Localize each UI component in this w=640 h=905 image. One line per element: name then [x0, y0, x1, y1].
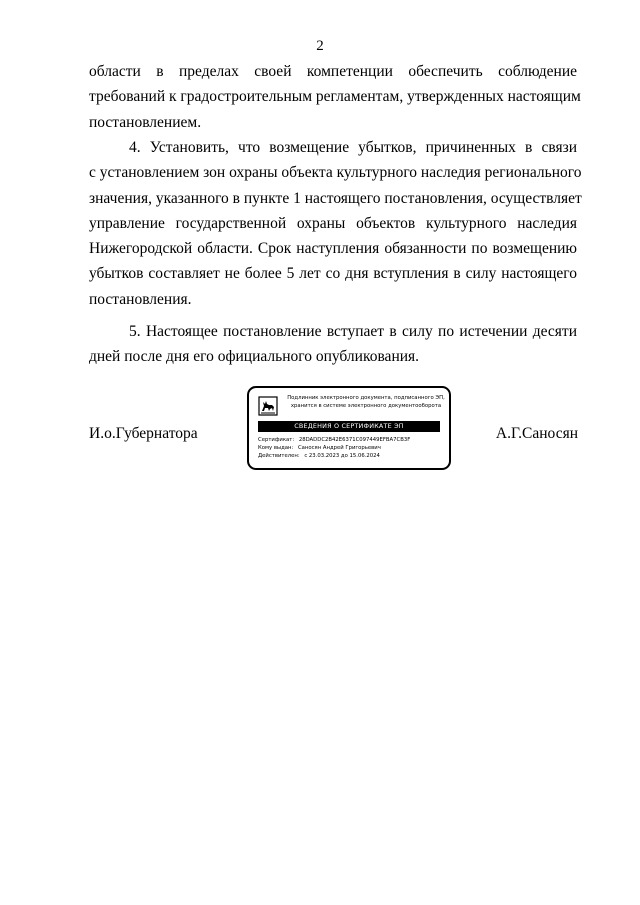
stamp-certificate-label: Сертификат: [258, 437, 295, 443]
stamp-certificate-value: 28DADDC2B42E6371C097449EFBA7CB3F [298, 437, 411, 443]
text-line: Нижегородской области. Срок наступления обязанности по возмещению [89, 240, 577, 258]
stamp-certificate-row [258, 437, 410, 444]
nizhny-novgorod-deer-emblem-icon [258, 396, 278, 416]
stamp-issued-row [258, 445, 381, 452]
paragraph-item-5 [89, 319, 577, 370]
stamp-header-line: Подлинник электронного документа, подписанного ЭП, [287, 395, 445, 401]
electronic-signature-stamp [247, 386, 451, 470]
text-line: с установлением зон охраны объекта культурного наследия регионального [89, 164, 582, 182]
text-line: постановлением. [89, 113, 202, 131]
text-line: убытков составляет не более 5 лет со дня вступления в силу настоящего [89, 265, 577, 283]
page-number: 2 [316, 38, 324, 54]
stamp-certificate-bar: СВЕДЕНИЯ О СЕРТИФИКАТЕ ЭП [258, 421, 440, 432]
stamp-issued-label: Кому выдан: [258, 445, 294, 451]
stamp-header-line: хранится в системе электронного документооборота [290, 402, 442, 409]
stamp-header [285, 395, 447, 410]
paragraph-continuation [89, 59, 581, 135]
stamp-issued-value: Саносян Андрей Григорьевич [297, 445, 381, 451]
text-line: области в пределах своей компетенции обеспечить соблюдение [89, 63, 577, 80]
text-line: управление государственной охраны объектов культурного наследия [89, 214, 577, 232]
text-line: требований к градостроительным регламентам, утвержденных настоящим [89, 88, 581, 106]
text-line: 5. Настоящее постановление вступает в силу по истечении десяти [129, 323, 577, 340]
paragraph-item-4 [89, 135, 582, 312]
text-line: дней после дня его официального опубликования. [89, 348, 420, 366]
signatory-title: И.о.Губернатора [89, 425, 198, 442]
stamp-validity-row [258, 453, 380, 460]
signatory-name: А.Г.Саносян [495, 425, 578, 442]
text-line: 4. Установить, что возмещение убытков, причиненных в связи [129, 139, 577, 156]
text-line: постановления. [89, 290, 192, 308]
text-line: значения, указанного в пункте 1 настоящего постановления, осуществляет [89, 189, 582, 207]
stamp-validity-value: с 23.03.2023 до 15.06.2024 [304, 453, 380, 459]
stamp-validity-label: Действителен: [258, 453, 300, 459]
